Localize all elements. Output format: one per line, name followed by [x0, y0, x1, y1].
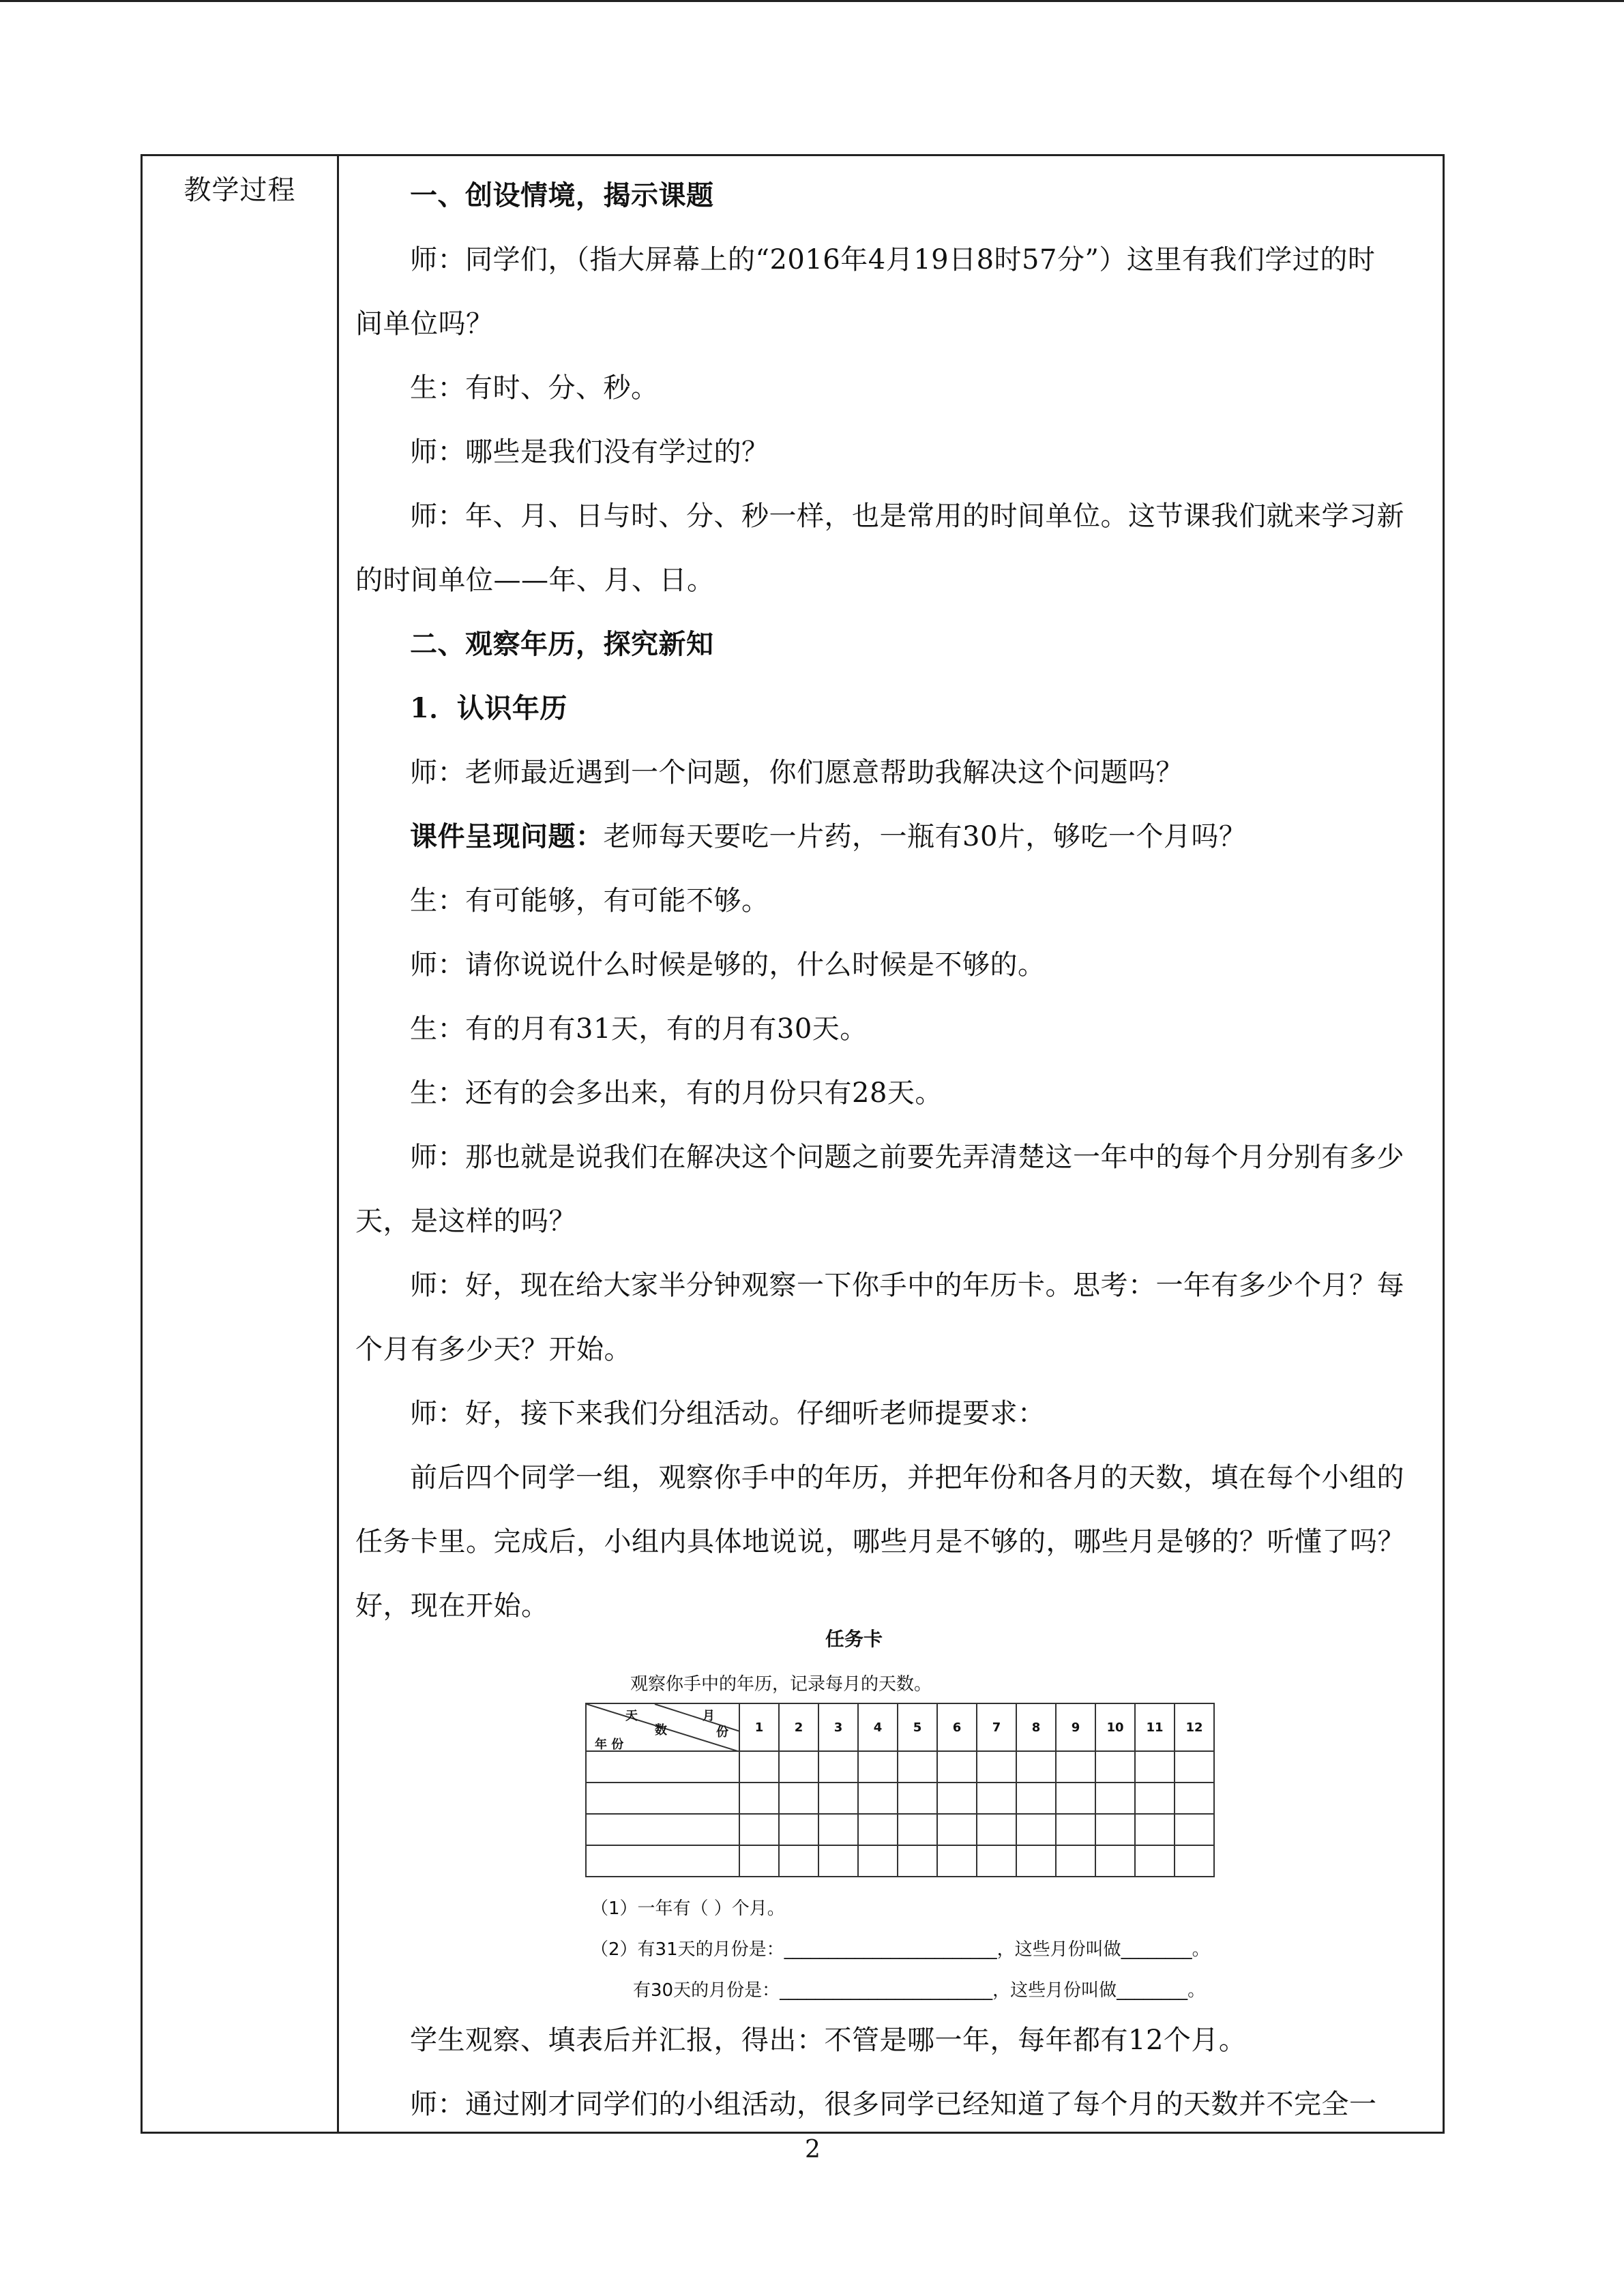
day-cell[interactable] — [937, 1845, 977, 1877]
day-cell[interactable] — [818, 1783, 858, 1814]
day-cell[interactable] — [1056, 1845, 1095, 1877]
month-header: 5 — [898, 1703, 937, 1751]
day-cell[interactable] — [858, 1783, 898, 1814]
year-cell[interactable] — [586, 1783, 739, 1814]
table-row — [586, 1751, 1214, 1783]
task-card-subtitle: 观察你手中的年历，记录每月的天数。 — [630, 1674, 932, 1695]
year-cell[interactable] — [586, 1751, 739, 1783]
year-cell[interactable] — [586, 1814, 739, 1845]
day-cell[interactable] — [1135, 1845, 1175, 1877]
day-cell[interactable] — [818, 1814, 858, 1845]
paragraph: 个月有多少天？开始。 — [355, 1334, 632, 1365]
month-header: 8 — [1016, 1703, 1056, 1751]
paragraph: 师：通过刚才同学们的小组活动，很多同学已经知道了每个月的天数并不完全一 — [410, 2089, 1377, 2120]
column-divider — [337, 156, 339, 2132]
paragraph-rest: 老师每天要吃一片药，一瓶有30片，够吃一个月吗？ — [603, 821, 1247, 852]
question-1: （1）一年有（ ）个月。 — [591, 1898, 785, 1919]
month-header: 11 — [1135, 1703, 1175, 1751]
table-corner-header — [586, 1703, 739, 1751]
month-header: 6 — [937, 1703, 977, 1751]
day-cell[interactable] — [739, 1751, 779, 1783]
paragraph: 师：好，接下来我们分组活动。仔细听老师提要求： — [410, 1398, 1046, 1429]
month-header: 4 — [858, 1703, 898, 1751]
page-number: 2 — [805, 2136, 821, 2164]
day-cell[interactable] — [739, 1845, 779, 1877]
table-row — [586, 1845, 1214, 1877]
header-tian: 天 — [625, 1709, 638, 1723]
paragraph: 好，现在开始。 — [355, 1590, 549, 1622]
paragraph: 师：年、月、日与时、分、秒一样，也是常用的时间单位。这节课我们就来学习新 — [410, 501, 1404, 532]
month-header: 1 — [739, 1703, 779, 1751]
day-cell[interactable] — [937, 1751, 977, 1783]
table-row — [586, 1783, 1214, 1814]
paragraph: 师：请你说说什么时候是够的，什么时候是不够的。 — [410, 949, 1046, 981]
day-cell[interactable] — [779, 1751, 818, 1783]
task-card-title: 任务卡 — [825, 1628, 883, 1650]
day-cell[interactable] — [1175, 1845, 1214, 1877]
day-cell[interactable] — [977, 1814, 1016, 1845]
day-cell[interactable] — [937, 1814, 977, 1845]
day-cell[interactable] — [1016, 1845, 1056, 1877]
day-cell[interactable] — [818, 1845, 858, 1877]
day-cell[interactable] — [858, 1845, 898, 1877]
header-yue: 月 — [703, 1709, 715, 1723]
day-cell[interactable] — [1016, 1814, 1056, 1845]
month-header: 12 — [1175, 1703, 1214, 1751]
month-header: 10 — [1095, 1703, 1135, 1751]
year-cell[interactable] — [586, 1845, 739, 1877]
header-shu: 数 — [655, 1723, 667, 1738]
month-header: 7 — [977, 1703, 1016, 1751]
question-2: （2）有31天的月份是：________________________，这些月份叫做________。 — [591, 1939, 1210, 1960]
paragraph: 间单位吗？ — [355, 308, 494, 340]
paragraph: 生：有的月有31天，有的月有30天。 — [410, 1013, 868, 1045]
paragraph: 师：同学们，（指大屏幕上的“2016年4月19日8时57分”）这里有我们学过的时 — [410, 244, 1376, 275]
day-cell[interactable] — [779, 1845, 818, 1877]
task-card-table — [585, 1703, 1215, 1877]
day-cell[interactable] — [1016, 1783, 1056, 1814]
day-cell[interactable] — [858, 1751, 898, 1783]
day-cell[interactable] — [1135, 1814, 1175, 1845]
paragraph: 的时间单位——年、月、日。 — [355, 565, 715, 596]
table-header-row — [586, 1703, 1214, 1751]
day-cell[interactable] — [1095, 1845, 1135, 1877]
day-cell[interactable] — [898, 1814, 937, 1845]
day-cell[interactable] — [1016, 1751, 1056, 1783]
day-cell[interactable] — [818, 1751, 858, 1783]
day-cell[interactable] — [1056, 1751, 1095, 1783]
day-cell[interactable] — [977, 1751, 1016, 1783]
day-cell[interactable] — [1095, 1783, 1135, 1814]
day-cell[interactable] — [898, 1845, 937, 1877]
day-cell[interactable] — [898, 1783, 937, 1814]
paragraph: 生：有时、分、秒。 — [410, 372, 659, 404]
day-cell[interactable] — [1135, 1751, 1175, 1783]
day-cell[interactable] — [779, 1814, 818, 1845]
day-cell[interactable] — [1056, 1783, 1095, 1814]
paragraph: 任务卡里。完成后，小组内具体地说说，哪些月是不够的，哪些月是够的？听懂了吗？ — [355, 1526, 1405, 1557]
day-cell[interactable] — [1095, 1814, 1135, 1845]
day-cell[interactable] — [1175, 1783, 1214, 1814]
day-cell[interactable] — [898, 1751, 937, 1783]
question-3: 有30天的月份是：________________________，这些月份叫做________。 — [633, 1980, 1206, 2001]
day-cell[interactable] — [739, 1783, 779, 1814]
paragraph: 生：还有的会多出来，有的月份只有28天。 — [410, 1077, 943, 1109]
day-cell[interactable] — [1135, 1783, 1175, 1814]
section-label: 教学过程 — [183, 175, 296, 206]
day-cell[interactable] — [739, 1814, 779, 1845]
paragraph: 学生观察、填表后并汇报，得出：不管是哪一年，每年都有12个月。 — [410, 2025, 1247, 2056]
header-fen: 份 — [716, 1725, 728, 1740]
day-cell[interactable] — [1175, 1751, 1214, 1783]
day-cell[interactable] — [977, 1783, 1016, 1814]
paragraph: 师：哪些是我们没有学过的？ — [410, 436, 769, 468]
header-nianfen: 年 份 — [595, 1738, 624, 1752]
top-rule — [0, 0, 1624, 2]
day-cell[interactable] — [858, 1814, 898, 1845]
month-header: 9 — [1056, 1703, 1095, 1751]
month-header: 2 — [779, 1703, 818, 1751]
month-header: 3 — [818, 1703, 858, 1751]
paragraph: 前后四个同学一组，观察你手中的年历，并把年份和各月的天数，填在每个小组的 — [410, 1462, 1404, 1493]
paragraph: 天，是这样的吗？ — [355, 1206, 576, 1237]
day-cell[interactable] — [937, 1783, 977, 1814]
paragraph: 师：老师最近遇到一个问题，你们愿意帮助我解决这个问题吗？ — [410, 757, 1183, 788]
paragraph — [410, 815, 1246, 854]
day-cell[interactable] — [1095, 1751, 1135, 1783]
heading-1: 一、创设情境，揭示课题 — [410, 179, 714, 211]
heading-2: 二、观察年历，探究新知 — [410, 628, 714, 660]
paragraph: 师：好，现在给大家半分钟观察一下你手中的年历卡。思考：一年有多少个月？每 — [410, 1270, 1404, 1301]
paragraph: 师：那也就是说我们在解决这个问题之前要先弄清楚这一年中的每个月分别有多少 — [410, 1142, 1404, 1173]
day-cell[interactable] — [1056, 1814, 1095, 1845]
paragraph: 生：有可能够，有可能不够。 — [410, 885, 769, 916]
day-cell[interactable] — [779, 1783, 818, 1814]
heading-2-1: 1．认识年历 — [410, 692, 567, 724]
day-cell[interactable] — [1175, 1814, 1214, 1845]
bold-prefix: 课件呈现问题： — [410, 820, 604, 852]
day-cell[interactable] — [977, 1845, 1016, 1877]
table-row — [586, 1814, 1214, 1845]
